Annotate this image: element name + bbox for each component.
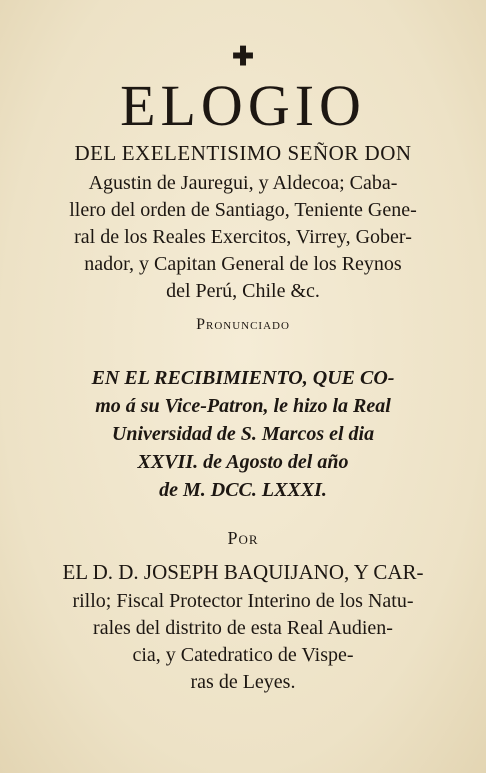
dedication-paragraph [28, 170, 458, 305]
occasion-paragraph [28, 364, 458, 504]
text-line: ral de los Reales Exercitos, Virrey, Gober- [74, 226, 412, 248]
text-line: rales del distrito de esta Real Audien- [93, 617, 393, 639]
text-line: mo á su Vice-Patron, le hizo la Real [95, 395, 391, 417]
cross-ornament-icon: ✚ [232, 42, 254, 71]
text-line: del Perú, Chile &c. [166, 280, 320, 302]
text-line: Agustin de Jauregui, y Aldecoa; Caba- [88, 172, 398, 194]
text-line: de M. DCC. LXXXI. [159, 479, 327, 501]
text-line: cia, y Catedratico de Vispe- [132, 644, 354, 666]
by-label: Por [227, 528, 259, 548]
text-line: EN EL RECIBIMIENTO, QUE CO- [91, 367, 395, 389]
text-line: Universidad de S. Marcos el dia [111, 423, 375, 445]
text-line: XXVII. de Agosto del año [137, 451, 349, 473]
text-line: rillo; Fiscal Protector Interino de los Natu- [72, 590, 414, 612]
author-name: EL D. D. JOSEPH BAQUIJANO, Y CAR- [62, 560, 424, 584]
document-subtitle: DEL EXELENTISIMO SEÑOR DON [74, 141, 412, 165]
text-line: nador, y Capitan General de los Reynos [84, 253, 402, 275]
document-title: ELOGIO [120, 73, 366, 138]
text-line: llero del orden de Santiago, Teniente Gene- [69, 199, 417, 221]
pronounced-label: Pronunciado [196, 316, 290, 333]
author-paragraph [28, 588, 458, 696]
text-line: ras de Leyes. [190, 671, 296, 693]
